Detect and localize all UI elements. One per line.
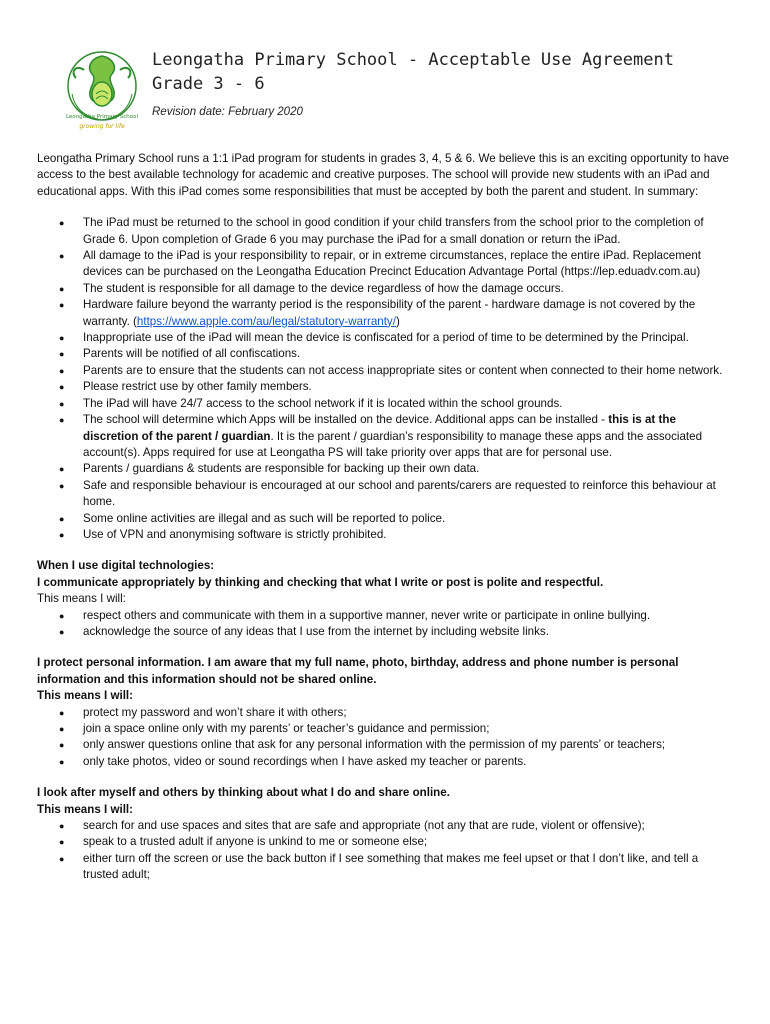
list-item: ● join a space online only with my parents’ or teacher’s guidance and permission; [83, 721, 733, 737]
list-item: ● respect others and communicate with them in a supportive manner, never write or participate in online bullying. [83, 608, 733, 624]
list-item: ● acknowledge the source of any ideas that I use from the internet by including website links. [83, 624, 733, 640]
list-item: ● Inappropriate use of the iPad will mean the device is confiscated for a period of time to be determined by the Principal. [83, 330, 733, 346]
list-item: ● All damage to the iPad is your responsibility to repair, or in extreme circumstances, replace the entire iPad. Replacement devices can be purchased on the Leongatha Education Precinct Education Advantage Portal (https://lep.eduadv.com.au) [83, 248, 733, 281]
section-list [37, 608, 733, 641]
list-item: ● Some online activities are illegal and as such will be reported to police. [83, 511, 733, 527]
revision-date: Revision date: February 2020 [152, 106, 303, 118]
agreement-body [37, 151, 733, 884]
list-item: ● only take photos, video or sound recordings when I have asked my teacher or parents. [83, 754, 733, 770]
section-heading: I look after myself and others by thinking about what I do and share online. [37, 786, 450, 800]
rule-emphasis: this is at the discretion of the parent / guardian [83, 413, 676, 443]
section-subheading: I communicate appropriately by thinking and checking that what I write or post is polite and respectful. [37, 575, 604, 589]
list-item: ● speak to a trusted adult if anyone is unkind to me or someone else; [83, 834, 733, 850]
page-title: Leongatha Primary School - Acceptable Use Agreement [152, 50, 674, 70]
section-means: This means I will: [37, 689, 133, 703]
intro-paragraph: Leongatha Primary School runs a 1:1 iPad program for students in grades 3, 4, 5 & 6. We believe this is an exciting opportunity to have access to the best available technology for academic and creative purposes. The school will provide new students with an iPad and educational apps. With this iPad comes some responsibilities that must be accepted by both the parent and student. In summary: [37, 152, 729, 198]
list-item: ● The iPad will have 24/7 access to the school network if it is located within the school grounds. [83, 396, 733, 412]
list-item: ● Parents are to ensure that the students can not access inappropriate sites or content when connected to their home network. [83, 363, 733, 379]
list-item [83, 297, 733, 330]
list-item: ● search for and use spaces and sites that are safe and appropriate (not any that are rude, violent or offensive); [83, 818, 733, 834]
list-item: ● protect my password and won’t share it with others; [83, 705, 733, 721]
section-look-after [37, 785, 733, 883]
list-item: ● Please restrict use by other family members. [83, 379, 733, 395]
list-item: ● Parents / guardians & students are responsible for backing up their own data. [83, 461, 733, 477]
rule-text: The school will determine which Apps will be installed on the device. Additional apps can be installed - [83, 413, 609, 427]
list-item: ● The iPad must be returned to the school in good condition if your child transfers from the school prior to the completion of Grade 6. Upon completion of Grade 6 you may purchase the iPad for a small donation or return the iPad. [83, 215, 733, 248]
section-means: This means I will: [37, 592, 126, 606]
list-item: ● Safe and responsible behaviour is encouraged at our school and parents/carers are requested to reinforce this behaviour at home. [83, 478, 733, 511]
list-item [83, 412, 733, 461]
list-item: ● Parents will be notified of all confiscations. [83, 346, 733, 362]
section-heading: I protect personal information. I am aware that my full name, photo, birthday, address and phone number is personal information and this information should not be shared online. [37, 656, 679, 686]
logo-tagline: growing for life [79, 123, 125, 130]
list-item: ● only answer questions online that ask for any personal information with the permission of my parents’ or teachers; [83, 737, 733, 753]
list-item: ● either turn off the screen or use the back button if I see something that makes me feel upset or that I don’t like, and tell a trusted adult; [83, 851, 733, 884]
rule-text: ) [395, 314, 400, 328]
list-item: ● Use of VPN and anonymising software is strictly prohibited. [83, 527, 733, 543]
rule-text: . It is the parent / guardian’s responsibility to manage these apps and the associated account(s). Apps required for use at Leongatha PS will take priority over apps that are for personal use. [83, 429, 703, 459]
warranty-link[interactable]: https://www.apple.com/au/legal/statutory-warranty/ [136, 314, 396, 328]
section-heading: When I use digital technologies: [37, 559, 215, 573]
section-list [37, 818, 733, 884]
section-communicate [37, 558, 733, 640]
rule-text: Hardware failure beyond the warranty period is the responsibility of the parent - hardware damage is not covered by the warranty. ( [83, 298, 696, 328]
logo-school-name: Leongatha Primary School [65, 114, 139, 120]
header [152, 48, 674, 118]
school-logo [62, 44, 142, 132]
section-means: This means I will: [37, 802, 133, 816]
section-list [37, 705, 733, 771]
page-subtitle: Grade 3 - 6 [152, 74, 265, 94]
section-personal-info [37, 655, 733, 770]
list-item: ● The student is responsible for all damage to the device regardless of how the damage occurs. [83, 281, 733, 297]
rules-list [37, 215, 733, 543]
